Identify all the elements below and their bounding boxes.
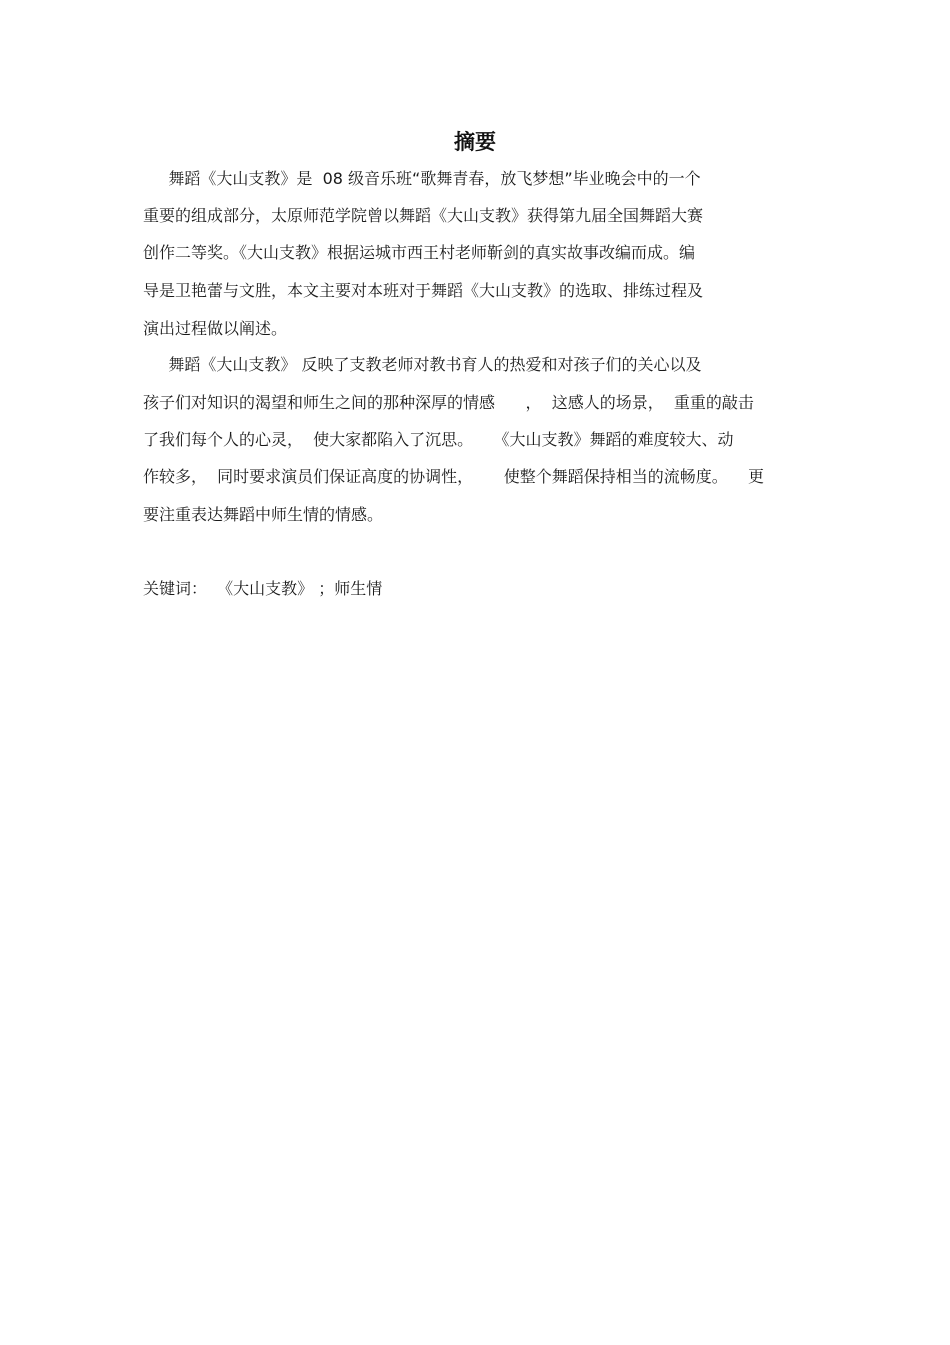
paragraph-2-line-1: 舞蹈《大山支教》 反映了支教老师对教书育人的热爱和对孩子们的关心以及 [143, 355, 702, 374]
paragraph-1-line-1: 舞蹈《大山支教》是 08 级音乐班“歌舞青春，放飞梦想”毕业晚会中的一个 [143, 169, 701, 188]
paragraph-1-line-5: 演出过程做以阐述。 [143, 319, 288, 338]
paragraph-2-line-4: 作较多， 同时要求演员们保证高度的协调性， 使整个舞蹈保持相当的流畅度。 更 [143, 467, 765, 486]
paragraph-2-line-3: 了我们每个人的心灵， 使大家都陷入了沉思。 《大山支教》舞蹈的难度较大、动 [143, 430, 734, 449]
keywords-line: 关键词： 《大山支教》 ；师生情 [143, 579, 383, 598]
paragraph-1-line-4: 导是卫艳蕾与文胜，本文主要对本班对于舞蹈《大山支教》的选取、排练过程及 [143, 281, 704, 300]
paragraph-2-line-2: 孩子们对知识的渴望和师生之间的那种深厚的情感 ， 这感人的场景， 重重的敲击 [143, 393, 754, 412]
paragraph-1-line-3: 创作二等奖。《大山支教》根据运城市西王村老师靳剑的真实故事改编而成。编 [143, 243, 696, 262]
paragraph-2-line-5: 要注重表达舞蹈中师生情的情感。 [143, 505, 384, 524]
paragraph-1-line-2: 重要的组成部分，太原师范学院曾以舞蹈《大山支教》获得第九届全国舞蹈大赛 [143, 206, 704, 225]
abstract-title: 摘要 [454, 130, 496, 154]
